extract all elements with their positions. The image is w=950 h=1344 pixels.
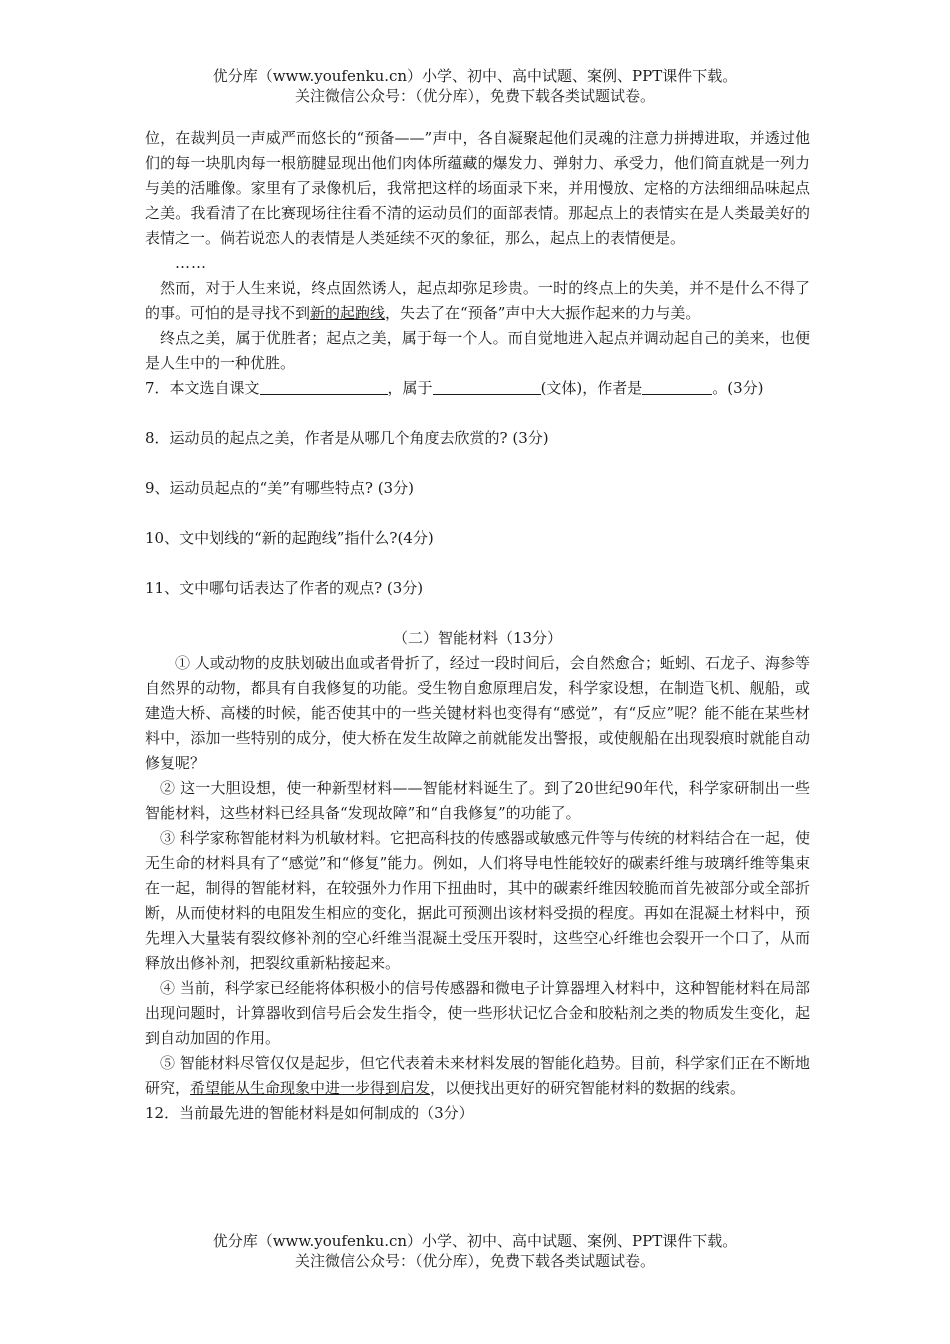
question-10: 10、文中划线的“新的起跑线”指什么?(4分) xyxy=(145,529,434,547)
q7-text-a: 7．本文选自课文 xyxy=(145,379,260,397)
underlined-phrase-new-start-line: 新的起跑线 xyxy=(310,304,386,322)
p5-text-before: ⑤ 智能材料尽管仅仅是起步，但它代表着未来材料发展的智能化趋势。目前，科学家们正在不断地研究， xyxy=(145,1054,810,1097)
p2-text-before: 然而，对于人生来说，终点固然诱人，起点却弥足珍贵。一时的终点上的失美，并不是什么不得了的事。可怕的是寻找不到 xyxy=(145,279,810,322)
q7-blank-author[interactable] xyxy=(642,377,712,395)
passage2-paragraph-3: ③ 科学家称智能材料为机敏材料。它把高科技的传感器或敏感元件等与传统的材料结合在一起，使无生命的材料具有了“感觉”和“修复”能力。例如，人们将导电性能较好的碳素纤维与玻璃纤维等集束在一起，制得的智能材料，在较强外力作用下扭曲时，其中的碳素纤维因较脆而首先被部分或全部折断，从而使材料的电阻发生相应的变化，据此可预测出该材料受损的程度。再如在混凝土材料中，预先埋入大量装有裂纹修补剂的空心纤维当混凝土受压开裂时，这些空心纤维也会裂开一个口了，从而释放出修补剂，把裂纹重新粘接起来。 xyxy=(145,829,810,972)
passage1-paragraph-2 xyxy=(145,276,810,326)
footer-line-1: 优分库（www.youfenku.cn）小学、初中、高中试题、案例、PPT课件下载。 xyxy=(212,1232,738,1250)
header-line-1: 优分库（www.youfenku.cn）小学、初中、高中试题、案例、PPT课件下载。 xyxy=(212,67,738,85)
page-footer xyxy=(0,1231,950,1271)
question-9: 9、运动员起点的“美”有哪些特点? (3分) xyxy=(145,479,414,497)
question-8: 8．运动员的起点之美，作者是从哪几个角度去欣赏的? (3分) xyxy=(145,429,549,447)
p5-text-after: ，以便找出更好的研究智能材料的数据的线索。 xyxy=(430,1079,746,1097)
q7-blank-source[interactable] xyxy=(260,377,388,395)
document-body xyxy=(145,126,810,1126)
header-line-2: 关注微信公众号：（优分库），免费下载各类试题试卷。 xyxy=(294,87,655,105)
p2-text-after: ，失去了在“预备”声中大大振作起来的力与美。 xyxy=(385,304,701,322)
q7-text-b: ，属于 xyxy=(387,379,433,397)
ellipsis: …… xyxy=(175,254,207,272)
passage2-paragraph-4: ④ 当前，科学家已经能将体积极小的信号传感器和微电子计算器埋入材料中，这种智能材料在局部出现问题时，计算器收到信号后会发生指令，使一些形状记忆合金和胶粘剂之类的物质发生变化，起到自动加固的作用。 xyxy=(145,979,810,1047)
section-title: （二）智能材料（13分） xyxy=(392,629,563,647)
underlined-phrase-inspiration: 希望能从生命现象中进一步得到启发 xyxy=(190,1079,431,1097)
question-12: 12．当前最先进的智能材料是如何制成的（3分） xyxy=(145,1104,474,1122)
footer-line-2: 关注微信公众号：（优分库），免费下载各类试题试卷。 xyxy=(294,1252,655,1270)
passage1-paragraph-3: 终点之美，属于优胜者；起点之美，属于每一个人。而自觉地进入起点并调动起自己的美来，也便是人生中的一种优胜。 xyxy=(145,329,810,372)
q7-text-d: 。(3分) xyxy=(712,379,764,397)
question-7 xyxy=(145,376,810,401)
q7-blank-genre[interactable] xyxy=(433,377,541,395)
passage1-paragraph-1: 位，在裁判员一声威严而悠长的“预备——”声中，各自凝聚起他们灵魂的注意力拼搏进取，并透过他们的每一块肌肉每一根筋腱显现出他们肉体所蕴藏的爆发力、弹射力、承受力，他们简直就是一列力与美的活雕像。家里有了录像机后，我常把这样的场面录下来，并用慢放、定格的方法细细品味起点之美。我看清了在比赛现场往往看不清的运动员们的面部表情。那起点上的表情实在是人类最美好的表情之一。倘若说恋人的表情是人类延续不灭的象征，那么，起点上的表情便是。 xyxy=(145,129,810,247)
q7-text-c: (文体)，作者是 xyxy=(540,379,643,397)
passage2-paragraph-2: ② 这一大胆设想，使一种新型材料——智能材料诞生了。到了20世纪90年代，科学家研制出一些智能材料，这些材料已经具备“发现故障”和“自我修复”的功能了。 xyxy=(145,779,810,822)
passage2-paragraph-5 xyxy=(145,1051,810,1101)
question-11: 11、文中哪句话表达了作者的观点? (3分) xyxy=(145,579,424,597)
passage2-paragraph-1: ① 人或动物的皮肤划破出血或者骨折了，经过一段时间后，会自然愈合；蚯蚓、石龙子、海参等自然界的动物，都具有自我修复的功能。受生物自愈原理启发，科学家设想，在制造飞机、舰船，或建造大桥、高楼的时候，能否使其中的一些关键材料也变得有“感觉”，有“反应”呢？能不能在某些材料中，添加一些特别的成分，使大桥在发生故障之前就能发出警报，或使舰船在出现裂痕时就能自动修复呢？ xyxy=(145,654,810,772)
page-header xyxy=(0,66,950,106)
